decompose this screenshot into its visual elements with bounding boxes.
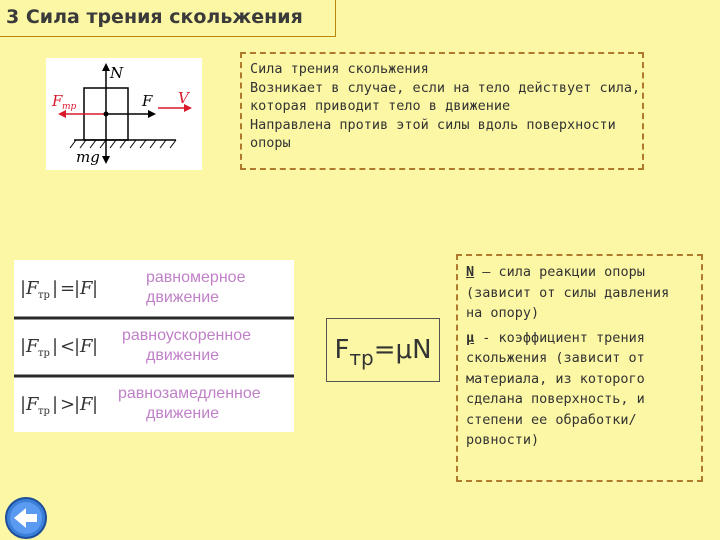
svg-text:тр: тр xyxy=(38,348,50,359)
label-ftr-sub: тр xyxy=(62,102,77,112)
svg-text:F: F xyxy=(80,278,93,299)
row-label: движение xyxy=(146,405,220,422)
formula-sub: тр xyxy=(349,346,374,370)
row-relation: = xyxy=(60,278,76,299)
definition-line: Возникает в случае, если на тело действует сила, xyxy=(250,79,641,96)
label-n: N xyxy=(110,64,124,82)
legend-box xyxy=(456,254,703,482)
svg-text:тр: тр xyxy=(38,290,50,301)
svg-text:|: | xyxy=(20,336,27,357)
svg-text:|: | xyxy=(52,336,59,357)
slide-title: 3 Сила трения скольжения xyxy=(6,6,303,28)
svg-text:|: | xyxy=(52,278,59,299)
definition-line: Направлена против этой силы вдоль поверхности xyxy=(250,116,616,133)
svg-text:|: | xyxy=(52,394,59,415)
back-arrow-icon[interactable] xyxy=(4,496,48,540)
svg-text:|: | xyxy=(20,278,27,299)
svg-text:|: | xyxy=(20,394,27,415)
row-label: равнозамедленное xyxy=(118,385,261,402)
definition-line: Сила трения скольжения xyxy=(250,61,429,77)
svg-text:|: | xyxy=(74,278,81,299)
ground-hatching xyxy=(70,140,176,148)
row-relation: < xyxy=(60,336,76,357)
definition-line: опоры xyxy=(250,135,291,151)
svg-text:|: | xyxy=(92,394,99,415)
motion-table xyxy=(14,260,294,432)
row-label: движение xyxy=(146,347,220,364)
row-label: равномерное xyxy=(146,269,246,286)
svg-text:|: | xyxy=(92,278,99,299)
svg-text:F: F xyxy=(26,394,39,415)
formula-lhs: F xyxy=(334,335,350,365)
legend-mu: μ - коэффициент трения скольжения (зависит от материала, из которого сделана поверхность, и степени ее обработки/ровности) xyxy=(466,329,645,448)
svg-text:F: F xyxy=(26,336,39,357)
row-relation: > xyxy=(60,394,76,415)
row-label: равноускоренное xyxy=(122,327,252,344)
slide-title-box xyxy=(0,0,336,37)
label-ftr: F xyxy=(52,92,63,110)
svg-text:F: F xyxy=(80,394,93,415)
legend-n: N – сила реакции опоры (зависит от силы давления на опору) xyxy=(466,264,670,321)
friction-formula xyxy=(326,318,440,382)
svg-text:|: | xyxy=(74,394,81,415)
row-label: движение xyxy=(146,289,220,306)
label-v: V xyxy=(178,89,189,107)
svg-text:F: F xyxy=(26,278,39,299)
svg-text:|: | xyxy=(92,336,99,357)
svg-text:F: F xyxy=(80,336,93,357)
definition-line: которая приводит тело в движение xyxy=(250,98,511,114)
label-f: F xyxy=(142,92,153,110)
label-mg: mg xyxy=(76,148,100,166)
formula-rhs: =μN xyxy=(373,335,432,365)
friction-diagram xyxy=(46,58,202,170)
svg-text:тр: тр xyxy=(38,406,50,417)
svg-text:|: | xyxy=(74,336,81,357)
definition-box xyxy=(240,52,644,170)
